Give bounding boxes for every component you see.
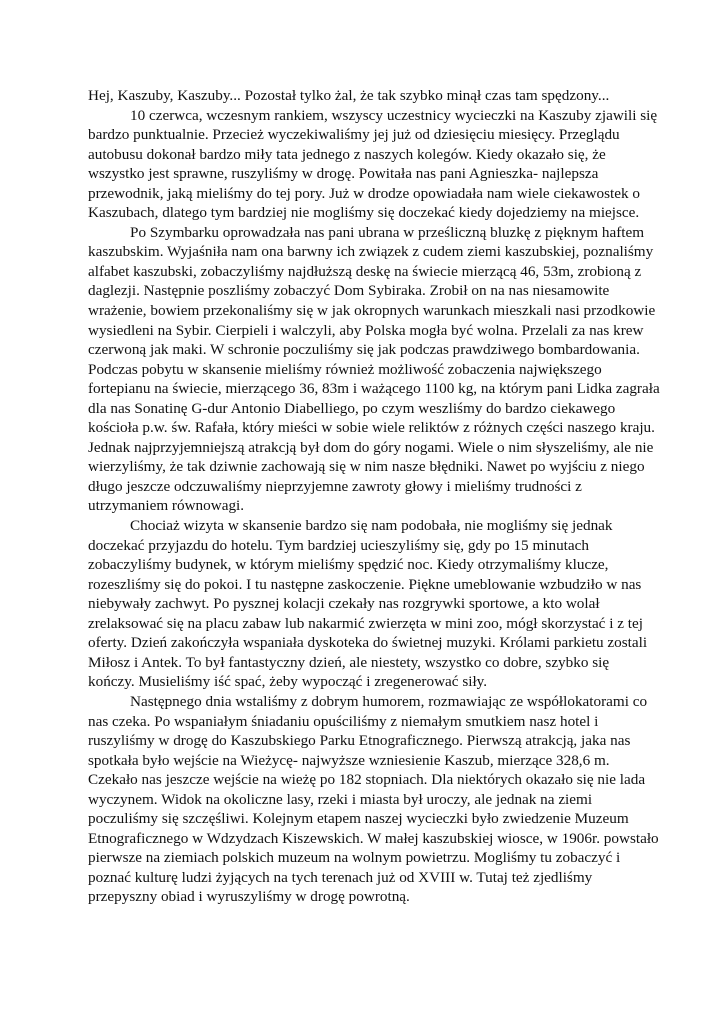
text-line: Miłosz i Antek. To był fantastyczny dzień, ale niestety, wszystko co dobre, szybko się	[88, 653, 610, 671]
text-line: Jednak najprzyjemniejszą atrakcją był dom do góry nogami. Wiele o nim słyszeliśmy, ale nie	[88, 438, 654, 456]
text-line: Etnograficznego w Wdzydzach Kiszewskich. W małej kaszubskiej wiosce, w 1906r. powstało	[88, 829, 659, 847]
text-line: nas czeka. Po wspaniałym śniadaniu opuściliśmy z niemałym smutkiem nasz hotel i	[88, 712, 599, 730]
text-line: długo jeszcze odczuwaliśmy nieprzyjemne zawroty głowy i mieliśmy trudności z	[88, 477, 582, 495]
text-line: Czekało nas jeszcze wejście na wieżę po 182 stopniach. Dla niektórych okazało się nie lada	[88, 771, 646, 789]
text-line: wierzyliśmy, że tak dziwnie zachowają się w nim nasze błędniki. Nawet po wyjściu z niego	[88, 458, 645, 476]
text-line: rozeszliśmy się do pokoi. I tu następne zaskoczenie. Piękne umeblowanie wzbudziło w nas	[88, 575, 642, 593]
text-line: pierwsze na ziemiach polskich muzeum na wolnym powietrzu. Mogliśmy tu zobaczyć i	[88, 849, 621, 867]
text-line: Hej, Kaszuby, Kaszuby... Pozostał tylko żal, że tak szybko minął czas tam spędzony...	[88, 87, 610, 104]
text-line: ruszyliśmy w drogę do Kaszubskiego Parku Etnograficznego. Pierwszą atrakcją, jaka nas	[88, 732, 631, 750]
text-line: spotkała było wejście na Wieżycę- najwyższe wzniesienie Kaszub, mierzące 328,6 m.	[88, 751, 610, 769]
text-line: wysiedleni na Sybir. Cierpieli i walczyli, aby Polska mogła być wolna. Przelali za nas krew	[88, 321, 644, 339]
text-line: wyczynem. Widok na okoliczne lasy, rzeki i miasta był uroczy, ale jednak na ziemi	[88, 790, 593, 808]
paragraph	[88, 86, 643, 106]
paragraph	[88, 106, 658, 223]
text-line: 10 czerwca, wczesnym rankiem, wszyscy uczestnicy wycieczki na Kaszuby zjawili się	[130, 106, 658, 124]
text-line: dla nas Sonatinę G-dur Antonio Diabelliego, po czym weszliśmy do bardzo ciekawego	[88, 399, 616, 417]
text-line: kończy. Musieliśmy iść spać, żeby wypocząć i zregenerować siły.	[88, 673, 488, 691]
text-line: bardzo punktualnie. Przecież wyczekiwaliśmy jej już od dziesięciu miesięcy. Przeglądu	[88, 126, 620, 144]
text-line: kościoła p.w. św. Rafała, który mieści w sobie wiele reliktów z różnych części naszego kraju.	[88, 419, 655, 437]
text-line: wrażenie, bowiem przekonaliśmy się w jak okropnych warunkach mieszkali nasi przodkowie	[88, 302, 656, 320]
text-line: daglezji. Następnie poszliśmy zobaczyć Dom Sybiraka. Zrobił on na nas niesamowite	[88, 282, 610, 300]
text-line: kaszubskim. Wyjaśniła nam ona barwny ich związek z cudem ziemi kaszubskiej, poznaliśmy	[88, 243, 654, 261]
paragraph	[88, 516, 648, 692]
text-line: poczuliśmy się szczęśliwi. Kolejnym etapem naszej wycieczki było zwiedzenie Muzeum	[88, 810, 629, 828]
text-line: Kaszubach, dlatego tym bardziej nie mogliśmy się doczekać kiedy dojedziemy na miejsce.	[88, 204, 640, 222]
text-line: czerwoną jak maki. W schronie poczuliśmy się jak podczas prawdziwego bombardowania.	[88, 341, 640, 359]
text-line: utrzymaniem równowagi.	[88, 497, 245, 515]
text-line: zrelaksować się na placu zabaw lub nakarmić zwierzęta w mini zoo, mógł skorzystać i z tej	[88, 614, 643, 632]
text-line: Chociaż wizyta w skansenie bardzo się nam podobała, nie mogliśmy się jednak	[130, 517, 613, 535]
paragraph	[88, 223, 660, 516]
text-line: doczekać przyjazdu do hotelu. Tym bardziej ucieszyliśmy się, gdy po 15 minutach	[88, 536, 589, 554]
text-line: poznać kulturę ludzi żyjących na tych terenach już od XVIII w. Tutaj też zjedliśmy	[88, 868, 593, 886]
paragraph	[88, 692, 659, 907]
text-line: niebywały zachwyt. Po pysznej kolacji czekały nas rozgrywki sportowe, a kto wolał	[88, 595, 600, 613]
text-line: zobaczyliśmy budynek, w którym mieliśmy spędzić noc. Kiedy otrzymaliśmy klucze,	[88, 556, 609, 574]
text-line: alfabet kaszubski, zobaczyliśmy najdłuższą deskę na świecie mierzącą 46, 53m, zrobioną z	[88, 262, 642, 280]
text-line: Podczas pobytu w skansenie mieliśmy również możliwość zobaczenia największego	[88, 360, 602, 378]
text-line: przewodnik, jaką mieliśmy do tej pory. Już w drodze opowiadała nam wiele ciekawostek o	[88, 184, 640, 202]
text-line: oferty. Dzień zakończyła wspaniała dyskoteka do świetnej muzyki. Królami parkietu zostali	[88, 634, 648, 652]
text-line: Po Szymbarku oprowadzała nas pani ubrana w prześliczną bluzkę z pięknym haftem	[130, 223, 645, 241]
text-line: fortepianu na świecie, mierzącego 36, 83m i ważącego 1100 kg, na którym pani Lidka zagrała	[88, 380, 660, 398]
text-line: Następnego dnia wstaliśmy z dobrym humorem, rozmawiając ze współlokatorami co	[130, 692, 648, 710]
document-body	[88, 86, 660, 907]
text-line: przepyszny obiad i wyruszyliśmy w drogę powrotną.	[88, 888, 410, 906]
text-line: autobusu dokonał bardzo miły tata jednego z naszych kolegów. Kiedy okazało się, że	[88, 145, 606, 163]
text-line: wszystko jest sprawne, ruszyliśmy w drogę. Powitała nas pani Agnieszka- najlepsza	[88, 165, 599, 183]
